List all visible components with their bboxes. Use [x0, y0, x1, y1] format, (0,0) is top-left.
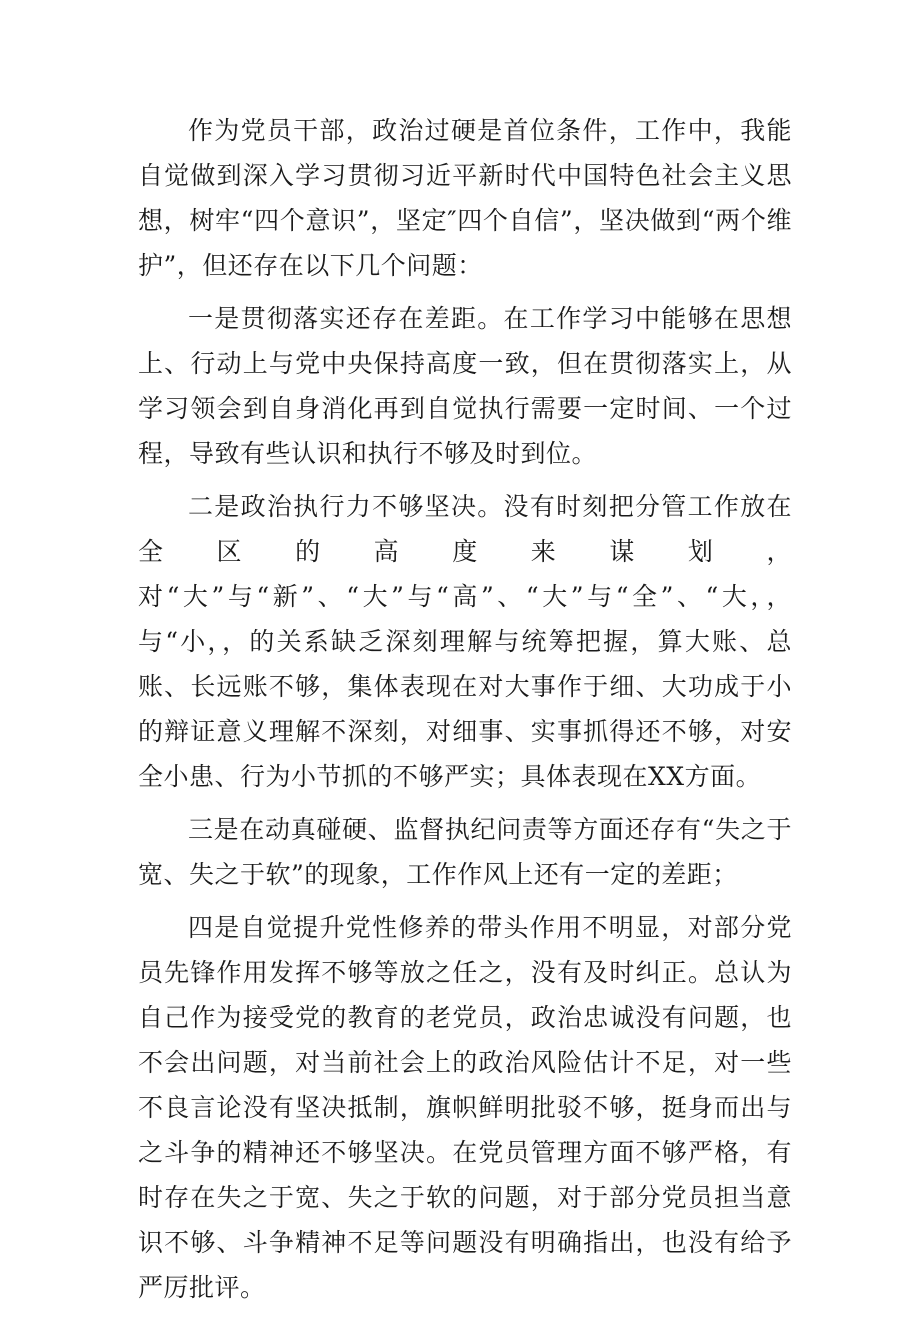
paragraph-issue-one: 一是贯彻落实还存在差距。在工作学习中能够在思想上、行动上与党中央保持高度一致，但在贯彻落实上，从学习领会到自身消化再到自觉执行需要一定时间、一个过程，导致有些认识和执行不够及时到位。	[138, 304, 792, 468]
paragraph-issue-two: 二是政治执行力不够坚决。没有时刻把分管工作放在全区的高度来谋划，对“大”与“新”、“大”与“高”、“大”与“全”、“大，，与“小，，的关系缺乏深刻理解与统筹把握，算大账、总账、长远账不够，集体表现在对大事作于细、大功成于小的辩证意义理解不深刻，对细事、实事抓得还不够，对安全小患、行为小节抓的不够严实；具体表现在XX方面。	[138, 492, 792, 791]
document-body	[138, 108, 792, 1318]
paragraph-issue-three: 三是在动真碰硬、监督执纪问责等方面还存有“失之于宽、失之于软”的现象，工作作风上还有一定的差距；	[138, 815, 792, 889]
paragraph-intro: 作为党员干部，政治过硬是首位条件，工作中，我能自觉做到深入学习贯彻习近平新时代中国特色社会主义思想，树牢“四个意识”，坚定″四个自信”，坚决做到“两个维护”，但还存在以下几个问题：	[138, 116, 792, 280]
paragraph-issue-four: 四是自觉提升党性修养的带头作用不明显，对部分党员先锋作用发挥不够等放之任之，没有及时纠正。总认为自己作为接受党的教育的老党员，政治忠诚没有问题，也不会出问题，对当前社会上的政治风险估计不足，对一些不良言论没有坚决抵制，旗帜鲜明批驳不够，挺身而出与之斗争的精神还不够坚决。在党员管理方面不够严格，有时存在失之于宽、失之于软的问题，对于部分党员担当意识不够、斗争精神不足等问题没有明确指出，也没有给予严厉批评。	[138, 913, 792, 1302]
